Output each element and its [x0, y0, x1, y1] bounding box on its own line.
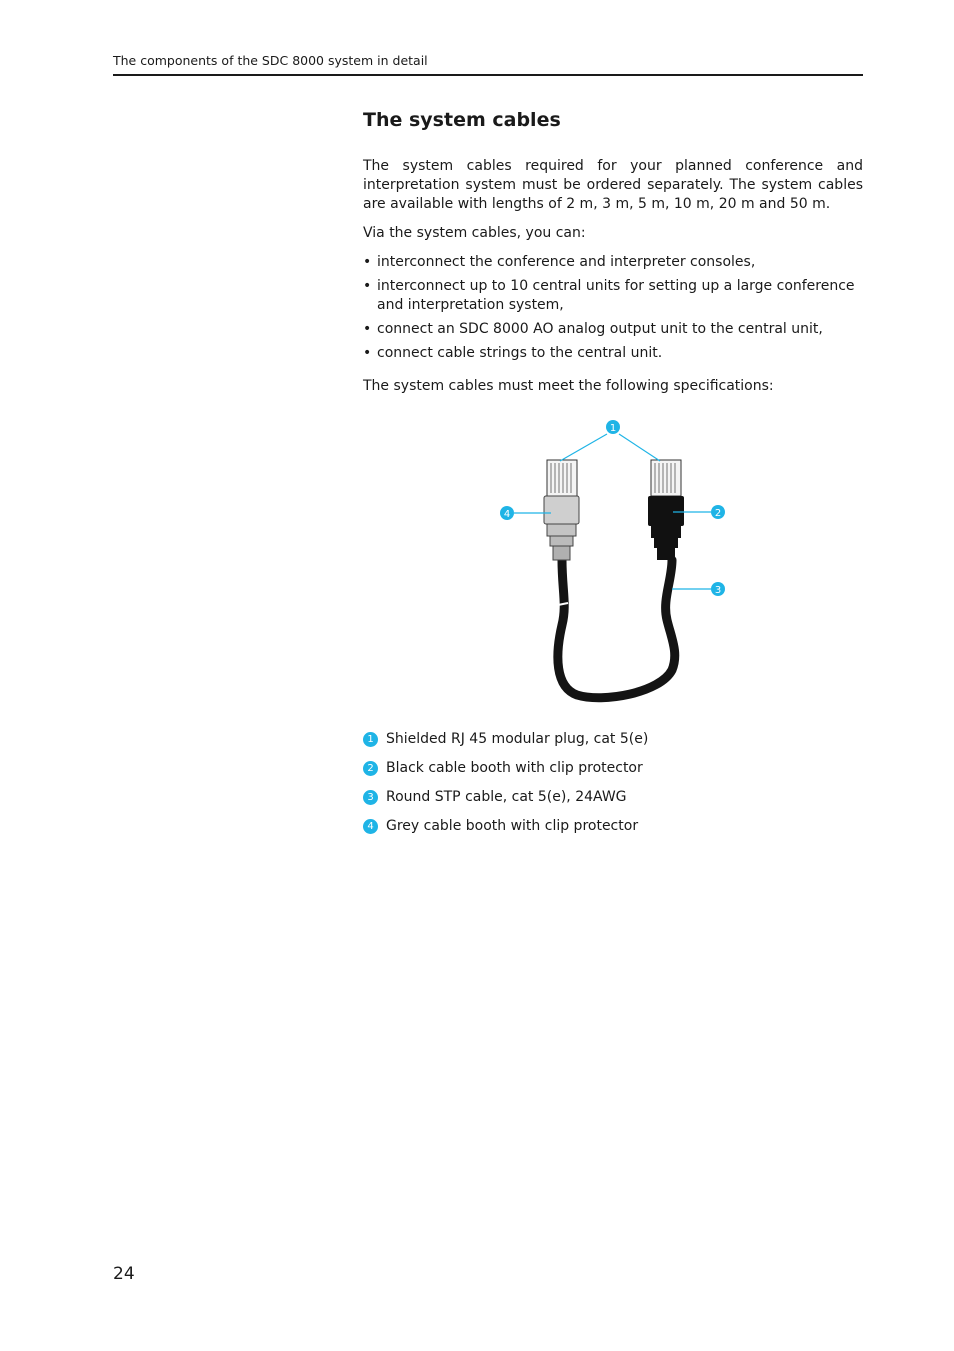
legend-text: Round STP cable, cat 5(e), 24AWG — [386, 789, 627, 805]
capability-list — [363, 253, 863, 363]
callout-1-label: 1 — [609, 423, 617, 434]
legend-text: Grey cable booth with clip protector — [386, 818, 639, 834]
running-header: The components of the SDC 8000 system in detail — [113, 53, 428, 68]
black-plug — [648, 460, 684, 560]
callout-3-label: 3 — [714, 585, 722, 596]
callout-1-marker — [606, 420, 620, 434]
callout-3-marker — [711, 582, 725, 596]
cable-body — [558, 560, 675, 698]
callout-4-label: 4 — [503, 509, 511, 520]
intro-paragraph: The system cables required for your planned conference and interpretation system must be ordered separately. The system cables are available with lengths of 2 m, 3 m, 5 m, 10 m, 20 m and 50 m. — [363, 158, 863, 212]
callout-4-marker — [500, 506, 514, 520]
legend-item — [363, 817, 863, 836]
grey-plug — [544, 460, 579, 560]
spec-lead-paragraph: The system cables must meet the following specifications: — [363, 378, 774, 394]
page-number: 24 — [113, 1264, 135, 1284]
legend-number: 2 — [363, 761, 378, 776]
cable-illustration — [495, 415, 735, 705]
figure-legend — [363, 730, 863, 846]
legend-number: 4 — [363, 819, 378, 834]
legend-item — [363, 730, 863, 749]
list-item: • connect an SDC 8000 AO analog output unit to the central unit, — [363, 320, 863, 339]
legend-item — [363, 759, 863, 778]
list-item: • interconnect up to 10 central units for setting up a large conference and interpretation system, — [363, 277, 863, 315]
legend-item — [363, 788, 863, 807]
legend-text: Black cable booth with clip protector — [386, 760, 643, 776]
section-title: The system cables — [363, 109, 561, 131]
list-item: • connect cable strings to the central unit. — [363, 344, 863, 363]
legend-number: 1 — [363, 732, 378, 747]
legend-text: Shielded RJ 45 modular plug, cat 5(e) — [386, 731, 649, 747]
callout-2-label: 2 — [714, 508, 722, 519]
section-content — [363, 108, 863, 406]
legend-number: 3 — [363, 790, 378, 805]
header-rule — [113, 74, 863, 76]
lead-paragraph: Via the system cables, you can: — [363, 225, 586, 241]
list-item: • interconnect the conference and interpreter consoles, — [363, 253, 863, 272]
callout-2-marker — [711, 505, 725, 519]
